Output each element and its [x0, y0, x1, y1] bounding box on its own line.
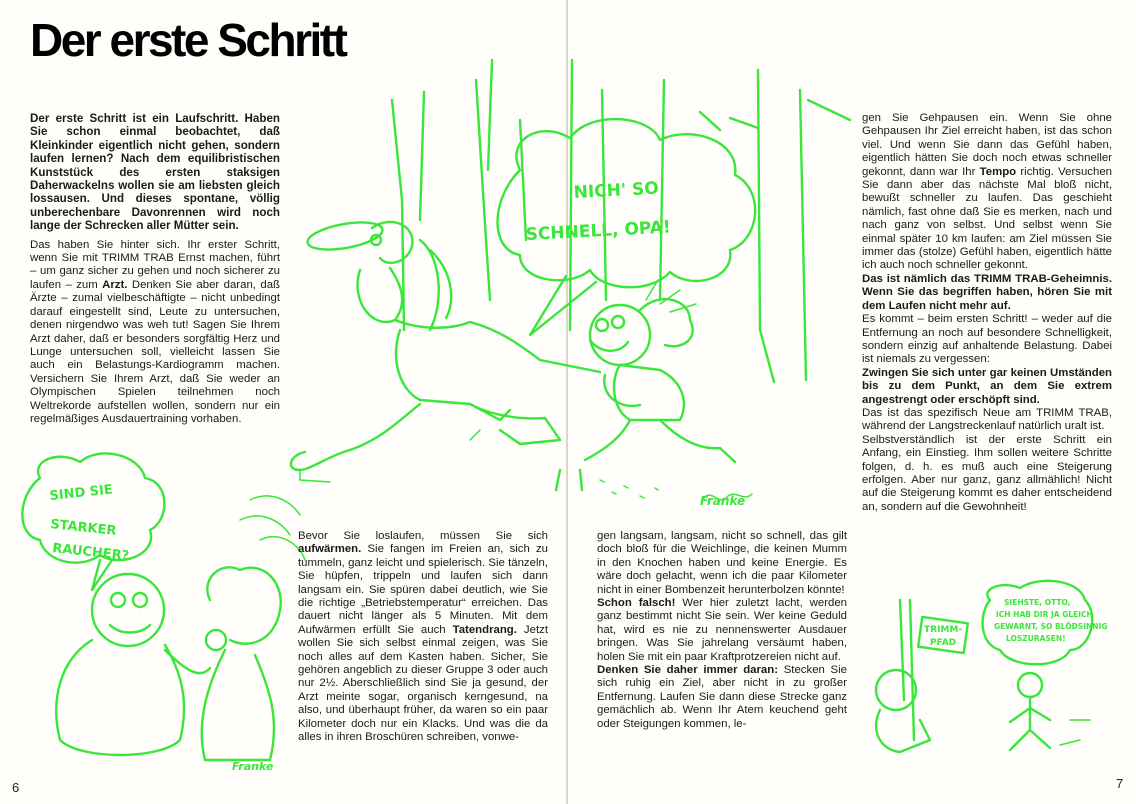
text-run: Das haben Sie hinter sich. Ihr erster Schritt, wenn Sie mit TRIMM TRAB Ernst machen, führt – um ganz sicher zu gehen und noch sicherer zu laufen – zum [30, 238, 280, 291]
text-run: Bevor Sie loslaufen, müssen Sie sich [298, 530, 548, 542]
text-run: Wer hier zuletzt lacht, werden ganz bestimmt nicht Sie sein. Wer keine Geduld hat, wird es nie zu nennenswerter Ausdauer bringen. Was Sie jahrelang versäumt haben, holen Sie mit ein paar Kraftprotzereien nicht auf. [597, 597, 847, 663]
column-4 [862, 112, 1112, 514]
bold-arzt: Arzt. [102, 278, 128, 291]
doctor-scene [22, 453, 305, 760]
bubble-doctor-line-2: STARKER [49, 517, 118, 539]
trimm-pfad-scene [876, 581, 1108, 752]
artist-signature-2: Franke [232, 760, 274, 773]
paragraph-arzt [30, 239, 280, 427]
paragraph-langsam: gen langsam, langsam, nicht so schnell, das gilt doch bloß für die Weichlinge, die keinen Mumm in den Knochen haben und keine Energie. Es wäre doch gelacht, wenn ich die paar Kilometer nicht in einer Bombenzeit herunterbolzen könnte! [597, 530, 847, 596]
text-run: Denken Sie aber daran, daß Ärzte – zumal vielbeschäftigte – nicht unbedingt darauf eingestellt sind, Leute zu untersuchen, denen nirgendwo was weh tut! Sagen Sie Ihrem Arzt daher, daß er besonders sorgfältig Herz und Lunge untersuchen soll, vielleicht lassen Sie auch ein Belastungs-Kardiogramm machen. Versichern Sie Ihrem Arzt, daß Sie weder an Olympischen Spielen teilnehmen noch Weltrekorde aufstellen wollen, sondern nur ein regelmäßiges Ausdauertraining vorhaben. [30, 278, 280, 425]
bold-tempo: Tempo [979, 165, 1017, 178]
bold-tatendrang: Tatendrang. [452, 623, 517, 636]
text-run: gen Sie Gehpausen ein. Wenn Sie ohne Gehpausen Ihr Ziel erreicht haben, ist das schon viel. Und wenn Sie dann das Gefühl haben, eigentlich hätten Sie doch noch etwas schneller gekonnt, dann war Ihr [862, 112, 1112, 178]
paragraph-denken [597, 664, 847, 731]
forest-trees [392, 60, 850, 490]
column-1 [30, 112, 280, 426]
paragraph-belastung: Es kommt – beim ersten Schritt! – weder auf die Entfernung an noch auf besondere Schnelligkeit, sondern einzig auf anhaltende Belastung. Dabei ist niemals zu vergessen: [862, 313, 1112, 366]
bold-denken: Denken Sie daher immer daran: [597, 664, 779, 677]
paragraph-steigerung: Selbstverständlich ist der erste Schritt ein Anfang, ein Einstieg. Ihm sollen weitere Schritte folgen, d. h. es muß auch eine Steigerung erfolgen. Aber nur ganz, ganz allmählich! Nicht auf die Steigerung kommt es daher entscheidend an, sondern auf die Gewohnheit! [862, 433, 1112, 513]
bubble-small-line-1: SIEHSTE, OTTO, [1004, 598, 1071, 607]
child-runner [585, 280, 752, 500]
column-2 [298, 530, 548, 745]
old-man-runner [291, 218, 600, 482]
bubble-main-line-1: NICH' SO [573, 178, 660, 203]
paragraph-schon-falsch [597, 597, 847, 664]
bold-aufwaermen: aufwärmen. [298, 543, 362, 556]
artist-signature-1: Franke [700, 494, 746, 508]
bubble-small-line-4: LOSZURASEN! [1006, 634, 1066, 643]
text-run: Stecken Sie sich ruhig ein Ziel, aber nicht in zu großer Entfernung. Laufen Sie dann diese Strecke ganz gemächlich ab. Wenn Ihr Atem keuchend geht oder Steigungen kommen, le- [597, 664, 848, 730]
text-run: richtig. Versuchen Sie dann aber das nächste Mal bloß nicht, bewußt schneller zu laufen. Das geschieht nämlich, fast ohne daß Sie es merken, nach und nach ganz von selbst. Und selbst wenn Sie einmal später 10 km laufen: am Ziel müssen Sie immer das (stolze) Gefühl haben, eigentlich hätte ich auch noch schneller gekonnt. [862, 165, 1112, 272]
text-run: Jetzt wollen Sie sich selbst einmal zeigen, was Sie noch alles auf dem Kasten haben. Sicher, Sie gehören angeblich zu dieser Gruppe 3 oder auch nur 2½. Aberschließlich sind Sie ja gesund, der Arzt meinte sogar, organisch kerngesund, na also, und überhaupt früher, da waren so ein paar Kilometer doch nur ein Klacks. Und was die da alles in ihren Broschüren schreiben, vonwe- [298, 623, 548, 744]
speech-bubble-main [498, 119, 756, 335]
page-number-right: 7 [1116, 776, 1124, 791]
column-3 [597, 530, 847, 731]
bubble-doctor-line-3: RAUCHER? [51, 541, 130, 565]
bubble-main-line-2: SCHNELL, OPA! [525, 217, 672, 245]
bubble-small-line-3: GEWARNT, SO BLÖDSINNIG [994, 622, 1108, 631]
paragraph-zwingen: Zwingen Sie sich unter gar keinen Umständen bis zu dem Punkt, an dem Sie extrem angestrengt oder erschöpft sind. [862, 366, 1112, 406]
intro-paragraph: Der erste Schritt ist ein Laufschritt. Haben Sie schon einmal beobachtet, daß Kleinkinder eigentlich nicht gehen, sondern laufen lernen? Nach dem equilibristischen Kunststück des ersten staksigen Daherwackelns wollen sie am liebsten gleich lossausen. Und dieses spontane, völlig unberechenbare Davonrennen wird noch lange der Schrecken aller Mütter sein. [30, 112, 280, 233]
page-number-left: 6 [12, 780, 20, 795]
sign-pfad-line-2: PFAD [930, 638, 957, 648]
paragraph-geheimnis: Das ist nämlich das TRIMM TRAB-Geheimnis. Wenn Sie das begriffen haben, hören Sie mit dem Laufen nicht mehr auf. [862, 272, 1112, 312]
bubble-doctor-line-1: SIND SIE [48, 482, 114, 504]
page-title: Der erste Schritt [30, 14, 346, 66]
bold-schon-falsch: Schon falsch! [597, 597, 676, 610]
sign-pfad-line-1: TRIMM- [924, 625, 963, 635]
paragraph-spezifisch: Das ist das spezifisch Neue am TRIMM TRAB, während der Langstreckenlauf natürlich uralt ist. [862, 406, 1112, 433]
paragraph-aufwaermen [298, 530, 548, 745]
text-run: Sie fangen im Freien an, sich zu tummeln, ganz leicht und spielerisch. Sie tänzeln, Sie hüpfen, trippeln und laufen sich dann langsam ein. Sie spüren dabei deutlich, wie Sie die richtige „Betriebstemperatur“ erreichen. Das dauert nicht länger als 5 Minuten. Mit dem Aufwärmen erfüllt Sie auch [298, 543, 548, 636]
paragraph-tempo [862, 112, 1112, 273]
bubble-small-line-2: ICH HAB DIR JA GLEICH [996, 610, 1093, 619]
